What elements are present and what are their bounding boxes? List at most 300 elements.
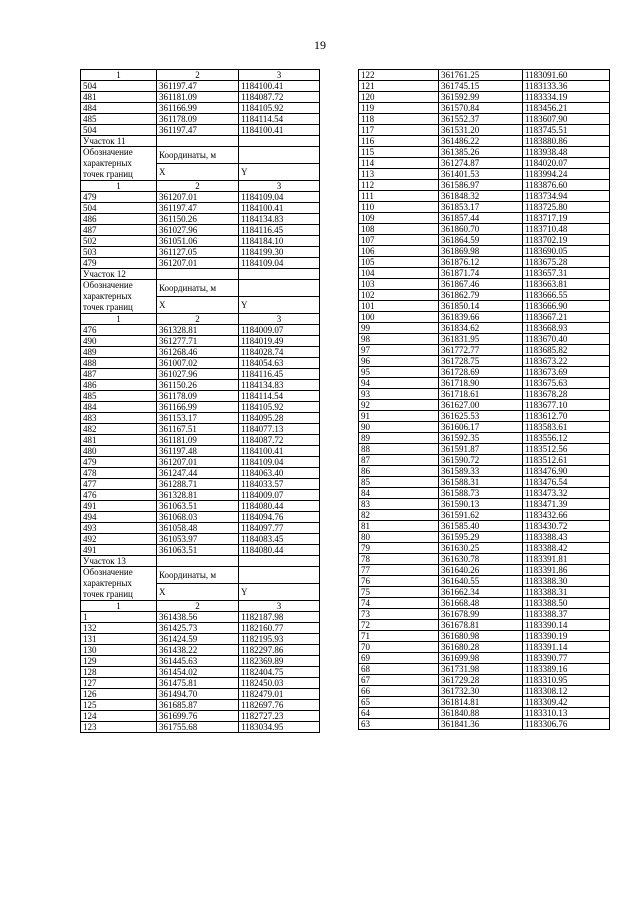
section-title: Участок 11 bbox=[81, 136, 157, 147]
x-coordinate-cell: 361625.53 bbox=[439, 411, 523, 422]
y-coordinate-cell: 1183690.05 bbox=[523, 246, 610, 257]
y-coordinate-cell: 1183938.48 bbox=[523, 147, 610, 158]
y-coordinate-cell: 1184109.04 bbox=[239, 258, 320, 269]
point-number-cell: 479 bbox=[81, 258, 157, 269]
y-coordinate-cell: 1183710.48 bbox=[523, 224, 610, 235]
y-coordinate-cell: 1183512.61 bbox=[523, 455, 610, 466]
x-coordinate-cell: 361590.72 bbox=[439, 455, 523, 466]
x-coordinate-cell: 361864.59 bbox=[439, 235, 523, 246]
x-coordinate-cell: 361627.00 bbox=[439, 400, 523, 411]
table-row bbox=[359, 697, 610, 708]
table-row bbox=[81, 623, 320, 634]
y-coordinate-cell: 1183390.14 bbox=[523, 620, 610, 631]
point-number-cell: 113 bbox=[359, 169, 439, 180]
x-coordinate-cell: 361051.06 bbox=[157, 236, 239, 247]
x-coordinate-cell: 361197.48 bbox=[157, 446, 239, 457]
y-coordinate-cell: 1184083.45 bbox=[239, 534, 320, 545]
y-coordinate-cell: 1182369.89 bbox=[239, 656, 320, 667]
point-number-cell: 70 bbox=[359, 642, 439, 653]
table-row bbox=[81, 125, 320, 136]
y-header: Y bbox=[239, 297, 320, 314]
empty-cell bbox=[239, 269, 320, 280]
table-row bbox=[359, 444, 610, 455]
point-number-cell: 491 bbox=[81, 545, 157, 556]
point-number-cell: 90 bbox=[359, 422, 439, 433]
table-row bbox=[359, 411, 610, 422]
table-row bbox=[359, 433, 610, 444]
table-row bbox=[359, 719, 610, 730]
x-coordinate-cell: 361438.56 bbox=[157, 612, 239, 623]
table-row bbox=[359, 565, 610, 576]
y-coordinate-cell: 1184020.07 bbox=[523, 158, 610, 169]
header-row bbox=[81, 567, 320, 584]
table-row bbox=[359, 620, 610, 631]
point-number-cell: 485 bbox=[81, 114, 157, 125]
table-row bbox=[81, 435, 320, 446]
point-number-cell: 483 bbox=[81, 413, 157, 424]
x-coordinate-cell: 361589.33 bbox=[439, 466, 523, 477]
x-coordinate-cell: 361288.71 bbox=[157, 479, 239, 490]
table-row bbox=[81, 468, 320, 479]
x-coordinate-cell: 361841.36 bbox=[439, 719, 523, 730]
y-coordinate-cell: 1183556.12 bbox=[523, 433, 610, 444]
point-number-cell: 116 bbox=[359, 136, 439, 147]
y-coordinate-cell: 1184077.13 bbox=[239, 424, 320, 435]
y-coordinate-cell: 1183612.70 bbox=[523, 411, 610, 422]
point-number-cell: 68 bbox=[359, 664, 439, 675]
y-coordinate-cell: 1183310.95 bbox=[523, 675, 610, 686]
section-row bbox=[81, 269, 320, 280]
table-row bbox=[359, 543, 610, 554]
point-number-cell: 503 bbox=[81, 247, 157, 258]
table-row bbox=[81, 358, 320, 369]
point-number-cell: 104 bbox=[359, 268, 439, 279]
table-row bbox=[81, 446, 320, 457]
empty-cell bbox=[157, 556, 239, 567]
x-coordinate-cell: 361053.97 bbox=[157, 534, 239, 545]
x-coordinate-cell: 361857.44 bbox=[439, 213, 523, 224]
point-number-cell: 484 bbox=[81, 402, 157, 413]
x-coordinate-cell: 361207.01 bbox=[157, 192, 239, 203]
x-coordinate-cell: 361197.47 bbox=[157, 81, 239, 92]
y-coordinate-cell: 1184199.30 bbox=[239, 247, 320, 258]
x-coordinate-cell: 361839.66 bbox=[439, 312, 523, 323]
empty-cell bbox=[239, 136, 320, 147]
point-number-cell: 486 bbox=[81, 380, 157, 391]
x-coordinate-cell: 361063.51 bbox=[157, 501, 239, 512]
point-number-cell: 96 bbox=[359, 356, 439, 367]
x-coordinate-cell: 361167.51 bbox=[157, 424, 239, 435]
point-number-cell: 487 bbox=[81, 369, 157, 380]
point-number-cell: 491 bbox=[81, 501, 157, 512]
x-coordinate-cell: 361591.62 bbox=[439, 510, 523, 521]
y-coordinate-cell: 1184100.41 bbox=[239, 203, 320, 214]
point-number-cell: 78 bbox=[359, 554, 439, 565]
table-row bbox=[359, 686, 610, 697]
y-header: Y bbox=[239, 584, 320, 601]
x-coordinate-cell: 361153.17 bbox=[157, 413, 239, 424]
table-row bbox=[81, 501, 320, 512]
coordinates-header: Координаты, м bbox=[157, 280, 239, 297]
x-coordinate-cell: 361685.87 bbox=[157, 700, 239, 711]
y-coordinate-cell: 1183673.69 bbox=[523, 367, 610, 378]
point-number-cell: 103 bbox=[359, 279, 439, 290]
y-coordinate-cell: 1183717.19 bbox=[523, 213, 610, 224]
x-coordinate-cell: 361772.77 bbox=[439, 345, 523, 356]
y-coordinate-cell: 1183471.39 bbox=[523, 499, 610, 510]
point-number-cell: 85 bbox=[359, 477, 439, 488]
x-coordinate-cell: 361150.26 bbox=[157, 380, 239, 391]
table-row bbox=[359, 422, 610, 433]
point-number-cell: 110 bbox=[359, 202, 439, 213]
point-number-cell: 75 bbox=[359, 587, 439, 598]
x-coordinate-cell: 361268.46 bbox=[157, 347, 239, 358]
y-coordinate-cell: 1183994.24 bbox=[523, 169, 610, 180]
table-row bbox=[359, 532, 610, 543]
table-row bbox=[81, 225, 320, 236]
x-coordinate-cell: 2 bbox=[157, 601, 239, 612]
x-coordinate-cell: 361831.95 bbox=[439, 334, 523, 345]
y-coordinate-cell: 1183310.13 bbox=[523, 708, 610, 719]
table-row bbox=[359, 466, 610, 477]
x-coordinate-cell: 361595.29 bbox=[439, 532, 523, 543]
y-coordinate-cell: 1184114.54 bbox=[239, 114, 320, 125]
table-row bbox=[81, 314, 320, 325]
y-coordinate-cell: 1183678.28 bbox=[523, 389, 610, 400]
point-number-cell: 126 bbox=[81, 689, 157, 700]
point-number-cell: 63 bbox=[359, 719, 439, 730]
point-number-cell: 494 bbox=[81, 512, 157, 523]
point-number-cell: 97 bbox=[359, 345, 439, 356]
table-row bbox=[359, 653, 610, 664]
y-coordinate-cell: 1184097.77 bbox=[239, 523, 320, 534]
x-coordinate-cell: 361606.17 bbox=[439, 422, 523, 433]
y-coordinate-cell: 1184116.45 bbox=[239, 369, 320, 380]
y-coordinate-cell: 1183675.63 bbox=[523, 378, 610, 389]
y-coordinate-cell: 1183734.94 bbox=[523, 191, 610, 202]
table-row bbox=[81, 523, 320, 534]
y-coordinate-cell: 1182404.75 bbox=[239, 667, 320, 678]
x-coordinate-cell: 361680.28 bbox=[439, 642, 523, 653]
coordinates-header: Координаты, м bbox=[157, 567, 239, 584]
x-coordinate-cell: 361277.71 bbox=[157, 336, 239, 347]
point-number-cell: 130 bbox=[81, 645, 157, 656]
point-number-cell: 477 bbox=[81, 479, 157, 490]
y-coordinate-cell: 1183430.72 bbox=[523, 521, 610, 532]
table-row bbox=[81, 192, 320, 203]
x-coordinate-cell: 361860.70 bbox=[439, 224, 523, 235]
x-coordinate-cell: 361871.74 bbox=[439, 268, 523, 279]
x-coordinate-cell: 361588.31 bbox=[439, 477, 523, 488]
y-coordinate-cell: 1183133.36 bbox=[523, 81, 610, 92]
y-coordinate-cell: 1183391.14 bbox=[523, 642, 610, 653]
x-coordinate-cell: 361678.81 bbox=[439, 620, 523, 631]
y-coordinate-cell: 1183432.66 bbox=[523, 510, 610, 521]
table-row bbox=[81, 236, 320, 247]
point-number-cell: 481 bbox=[81, 435, 157, 446]
x-coordinate-cell: 361475.81 bbox=[157, 678, 239, 689]
point-number-cell: 492 bbox=[81, 534, 157, 545]
point-number-cell: 111 bbox=[359, 191, 439, 202]
y-coordinate-cell: 1184109.04 bbox=[239, 192, 320, 203]
y-coordinate-cell: 1183583.61 bbox=[523, 422, 610, 433]
y-coordinate-cell: 1183673.22 bbox=[523, 356, 610, 367]
point-number-cell: 92 bbox=[359, 400, 439, 411]
point-number-cell: 1 bbox=[81, 601, 157, 612]
x-coordinate-cell: 361869.98 bbox=[439, 246, 523, 257]
section-title: Участок 13 bbox=[81, 556, 157, 567]
table-row bbox=[81, 689, 320, 700]
point-number-cell: 481 bbox=[81, 92, 157, 103]
point-number-cell: 79 bbox=[359, 543, 439, 554]
y-coordinate-cell: 1183670.40 bbox=[523, 334, 610, 345]
y-coordinate-cell: 1183745.51 bbox=[523, 125, 610, 136]
y-coordinate-cell: 1183456.21 bbox=[523, 103, 610, 114]
table-row bbox=[359, 279, 610, 290]
table-row bbox=[81, 214, 320, 225]
point-number-cell: 112 bbox=[359, 180, 439, 191]
y-coordinate-cell: 3 bbox=[239, 314, 320, 325]
x-coordinate-cell: 361761.25 bbox=[439, 70, 523, 81]
x-coordinate-cell: 361592.99 bbox=[439, 92, 523, 103]
table-row bbox=[359, 180, 610, 191]
x-coordinate-cell: 361678.99 bbox=[439, 609, 523, 620]
empty-cell bbox=[239, 147, 320, 164]
table-row bbox=[359, 664, 610, 675]
x-coordinate-cell: 361178.09 bbox=[157, 114, 239, 125]
table-row bbox=[81, 413, 320, 424]
point-number-cell: 489 bbox=[81, 347, 157, 358]
table-row bbox=[359, 367, 610, 378]
y-coordinate-cell: 1182450.03 bbox=[239, 678, 320, 689]
y-coordinate-cell: 1183666.55 bbox=[523, 290, 610, 301]
x-coordinate-cell: 361166.99 bbox=[157, 402, 239, 413]
x-coordinate-cell: 361814.81 bbox=[439, 697, 523, 708]
point-number-cell: 479 bbox=[81, 192, 157, 203]
x-coordinate-cell: 361728.75 bbox=[439, 356, 523, 367]
y-coordinate-cell: 1183702.19 bbox=[523, 235, 610, 246]
point-number-cell: 74 bbox=[359, 598, 439, 609]
table-row bbox=[359, 356, 610, 367]
header-row bbox=[81, 147, 320, 164]
x-coordinate-cell: 361585.40 bbox=[439, 521, 523, 532]
point-number-cell: 87 bbox=[359, 455, 439, 466]
x-coordinate-cell: 361662.34 bbox=[439, 587, 523, 598]
x-coordinate-cell: 361454.02 bbox=[157, 667, 239, 678]
point-number-cell: 122 bbox=[359, 70, 439, 81]
y-coordinate-cell: 1182160.77 bbox=[239, 623, 320, 634]
table-row bbox=[81, 258, 320, 269]
y-coordinate-cell: 1184134.83 bbox=[239, 214, 320, 225]
point-number-cell: 84 bbox=[359, 488, 439, 499]
table-row bbox=[359, 554, 610, 565]
point-number-cell: 1 bbox=[81, 70, 157, 81]
y-coordinate-cell: 1184009.07 bbox=[239, 325, 320, 336]
point-number-cell: 109 bbox=[359, 213, 439, 224]
table-row bbox=[81, 247, 320, 258]
table-row bbox=[359, 334, 610, 345]
table-row bbox=[359, 488, 610, 499]
y-coordinate-cell: 1182195.93 bbox=[239, 634, 320, 645]
point-number-cell: 105 bbox=[359, 257, 439, 268]
coordinates-header: Координаты, м bbox=[157, 147, 239, 164]
y-coordinate-cell: 1184184.10 bbox=[239, 236, 320, 247]
y-coordinate-cell: 1183309.42 bbox=[523, 697, 610, 708]
point-number-cell: 88 bbox=[359, 444, 439, 455]
y-coordinate-cell: 1183334.19 bbox=[523, 92, 610, 103]
table-row bbox=[359, 598, 610, 609]
y-header: Y bbox=[239, 164, 320, 181]
point-number-cell: 91 bbox=[359, 411, 439, 422]
section-title: Участок 12 bbox=[81, 269, 157, 280]
point-number-cell: 504 bbox=[81, 203, 157, 214]
x-coordinate-cell: 2 bbox=[157, 70, 239, 81]
x-coordinate-cell: 361745.15 bbox=[439, 81, 523, 92]
x-coordinate-cell: 361853.17 bbox=[439, 202, 523, 213]
section-row bbox=[81, 556, 320, 567]
y-coordinate-cell: 1182479.01 bbox=[239, 689, 320, 700]
x-coordinate-cell: 2 bbox=[157, 181, 239, 192]
y-coordinate-cell: 1182727.23 bbox=[239, 711, 320, 722]
x-coordinate-cell: 361640.26 bbox=[439, 565, 523, 576]
table-row bbox=[81, 402, 320, 413]
point-designation-header: Обозначение характерных точек границ bbox=[81, 147, 157, 181]
x-coordinate-cell: 361328.81 bbox=[157, 325, 239, 336]
y-coordinate-cell: 1183675.28 bbox=[523, 257, 610, 268]
table-row bbox=[81, 391, 320, 402]
x-coordinate-cell: 361850.14 bbox=[439, 301, 523, 312]
y-coordinate-cell: 1183091.60 bbox=[523, 70, 610, 81]
x-coordinate-cell: 361630.78 bbox=[439, 554, 523, 565]
point-number-cell: 502 bbox=[81, 236, 157, 247]
y-coordinate-cell: 1183391.86 bbox=[523, 565, 610, 576]
y-coordinate-cell: 1184100.41 bbox=[239, 81, 320, 92]
y-coordinate-cell: 1182187.98 bbox=[239, 612, 320, 623]
table-row bbox=[81, 490, 320, 501]
y-coordinate-cell: 1183512.56 bbox=[523, 444, 610, 455]
table-row bbox=[81, 457, 320, 468]
x-coordinate-cell: 361591.87 bbox=[439, 444, 523, 455]
x-coordinate-cell: 2 bbox=[157, 314, 239, 325]
point-number-cell: 99 bbox=[359, 323, 439, 334]
table-row bbox=[359, 147, 610, 158]
point-number-cell: 123 bbox=[81, 722, 157, 733]
y-coordinate-cell: 1183667.21 bbox=[523, 312, 610, 323]
table-row bbox=[359, 389, 610, 400]
x-coordinate-cell: 361207.01 bbox=[157, 457, 239, 468]
point-number-cell: 119 bbox=[359, 103, 439, 114]
point-number-cell: 118 bbox=[359, 114, 439, 125]
point-number-cell: 95 bbox=[359, 367, 439, 378]
table-row bbox=[359, 114, 610, 125]
point-number-cell: 83 bbox=[359, 499, 439, 510]
point-number-cell: 120 bbox=[359, 92, 439, 103]
table-row bbox=[359, 268, 610, 279]
table-row bbox=[359, 290, 610, 301]
y-coordinate-cell: 1183473.32 bbox=[523, 488, 610, 499]
table-row bbox=[359, 191, 610, 202]
point-number-cell: 476 bbox=[81, 325, 157, 336]
y-coordinate-cell: 3 bbox=[239, 181, 320, 192]
y-coordinate-cell: 1183476.54 bbox=[523, 477, 610, 488]
empty-cell bbox=[239, 556, 320, 567]
x-coordinate-cell: 361586.97 bbox=[439, 180, 523, 191]
empty-cell bbox=[239, 280, 320, 297]
table-row bbox=[359, 477, 610, 488]
point-number-cell: 117 bbox=[359, 125, 439, 136]
table-row bbox=[359, 136, 610, 147]
y-coordinate-cell: 1183388.37 bbox=[523, 609, 610, 620]
x-header: X bbox=[157, 297, 239, 314]
table-row bbox=[359, 400, 610, 411]
x-coordinate-cell: 361848.32 bbox=[439, 191, 523, 202]
point-number-cell: 77 bbox=[359, 565, 439, 576]
x-coordinate-cell: 361699.98 bbox=[439, 653, 523, 664]
y-coordinate-cell: 1184080.44 bbox=[239, 501, 320, 512]
table-row bbox=[359, 92, 610, 103]
x-coordinate-cell: 361718.61 bbox=[439, 389, 523, 400]
x-coordinate-cell: 361197.47 bbox=[157, 125, 239, 136]
point-number-cell: 493 bbox=[81, 523, 157, 534]
table-row bbox=[81, 667, 320, 678]
x-coordinate-cell: 361445.63 bbox=[157, 656, 239, 667]
table-row bbox=[81, 700, 320, 711]
point-number-cell: 65 bbox=[359, 697, 439, 708]
point-number-cell: 76 bbox=[359, 576, 439, 587]
point-number-cell: 478 bbox=[81, 468, 157, 479]
table-row bbox=[81, 336, 320, 347]
x-coordinate-cell: 361150.26 bbox=[157, 214, 239, 225]
table-row bbox=[81, 512, 320, 523]
y-coordinate-cell: 1183391.81 bbox=[523, 554, 610, 565]
point-number-cell: 485 bbox=[81, 391, 157, 402]
y-coordinate-cell: 1184009.07 bbox=[239, 490, 320, 501]
point-number-cell: 484 bbox=[81, 103, 157, 114]
x-coordinate-cell: 361668.48 bbox=[439, 598, 523, 609]
point-number-cell: 67 bbox=[359, 675, 439, 686]
y-coordinate-cell: 1182297.86 bbox=[239, 645, 320, 656]
table-row bbox=[359, 576, 610, 587]
x-coordinate-cell: 361552.37 bbox=[439, 114, 523, 125]
table-row bbox=[81, 92, 320, 103]
point-number-cell: 504 bbox=[81, 125, 157, 136]
y-coordinate-cell: 1183388.50 bbox=[523, 598, 610, 609]
table-row bbox=[359, 642, 610, 653]
y-coordinate-cell: 1183677.10 bbox=[523, 400, 610, 411]
table-row bbox=[81, 678, 320, 689]
table-row bbox=[81, 369, 320, 380]
x-coordinate-cell: 361640.55 bbox=[439, 576, 523, 587]
section-row bbox=[81, 136, 320, 147]
x-coordinate-cell: 361027.96 bbox=[157, 225, 239, 236]
table-row bbox=[359, 235, 610, 246]
point-number-cell: 115 bbox=[359, 147, 439, 158]
point-number-cell: 486 bbox=[81, 214, 157, 225]
point-number-cell: 81 bbox=[359, 521, 439, 532]
table-row bbox=[359, 708, 610, 719]
empty-cell bbox=[157, 269, 239, 280]
point-number-cell: 488 bbox=[81, 358, 157, 369]
point-number-cell: 114 bbox=[359, 158, 439, 169]
point-number-cell: 69 bbox=[359, 653, 439, 664]
point-number-cell: 72 bbox=[359, 620, 439, 631]
point-number-cell: 64 bbox=[359, 708, 439, 719]
table-row bbox=[359, 301, 610, 312]
x-coordinate-cell: 361127.05 bbox=[157, 247, 239, 258]
x-coordinate-cell: 361592.35 bbox=[439, 433, 523, 444]
table-row bbox=[359, 213, 610, 224]
x-coordinate-cell: 361401.53 bbox=[439, 169, 523, 180]
